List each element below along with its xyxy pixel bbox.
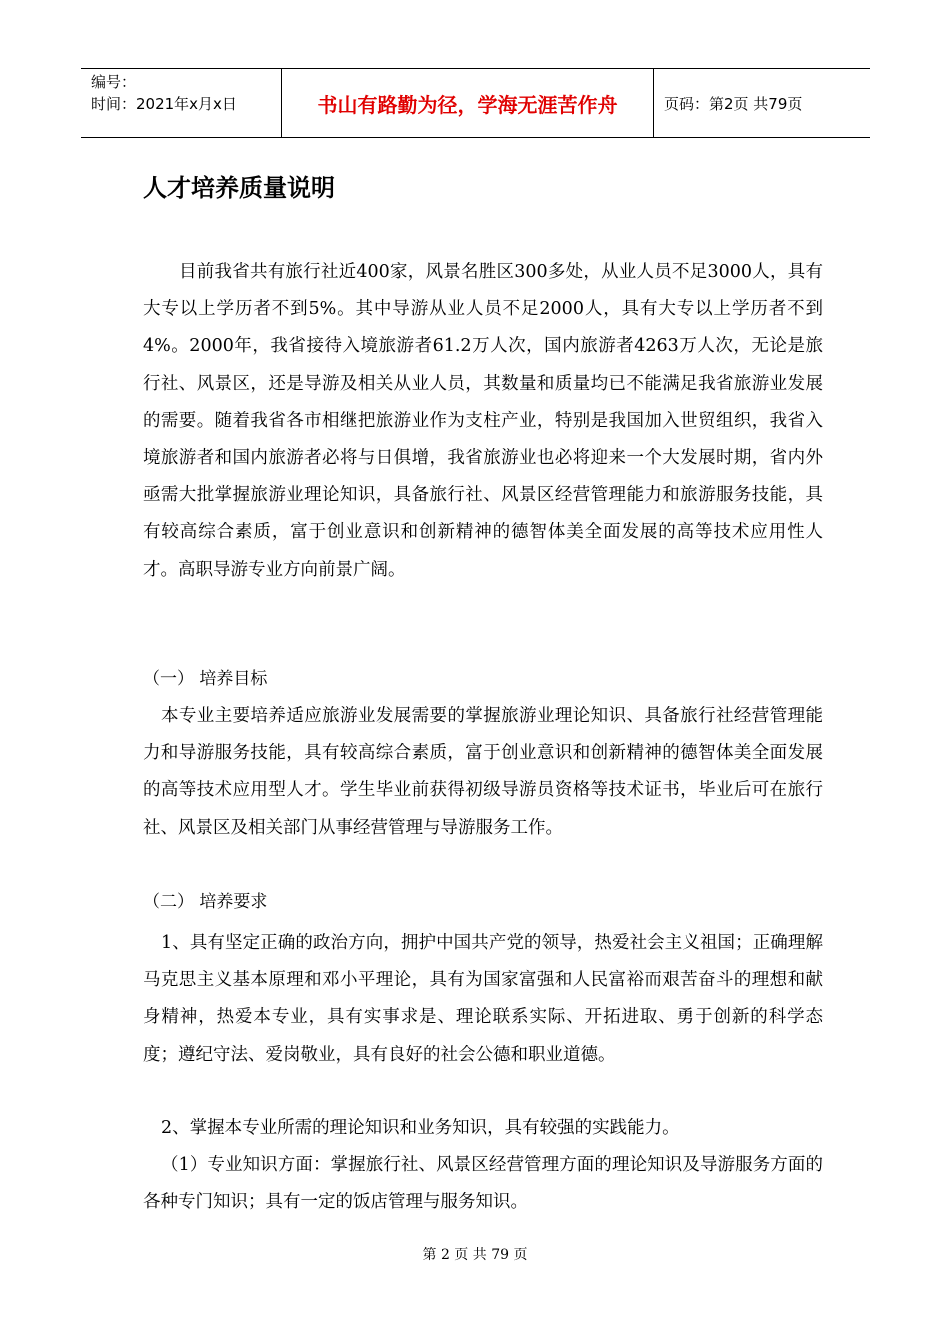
requirement-2: 2、掌握本专业所需的理论知识和业务知识，具有较强的实践能力。 [161,1118,680,1138]
section1-heading: （一） 培养目标 [143,669,268,689]
header-motto: 书山有路勤为径，学海无涯苦作舟 [282,69,654,137]
doc-number-label: 编号： [91,73,137,91]
page-footer: 第 2 页 共 79 页 [422,1247,528,1263]
intro-paragraph: 目前我省共有旅行社近400家，风景名胜区300多处，从业人员不足3000人，具有大专以上学历者不到5%。其中导游从业人员不足2000人，具有大专以上学历者不到4%。2000年，我省接待入境旅游者61.2万人次，国内旅游者4263万人次，无论是旅行社、风景区，还是导游及相关从业人员，其数量和质量均已不能满足我省旅游业发展的需要。随着我省各市相继把旅游业作为支柱产业，特别是我国加入世贸组织，我省入境旅游者和国内旅游者必将与日俱增，我省旅游业也必将迎来一个大发展时期，省内外亟需大批掌握旅游业理论知识，具备旅行社、风景区经营管理能力和旅游服务技能，具有较高综合素质，富于创业意识和创新精神的德智体美全面发展的高等技术应用性人才。高职导游专业方向前景广阔。 [143,262,823,580]
requirement-1: 1、具有坚定正确的政治方向，拥护中国共产党的领导，热爱社会主义祖国；正确理解马克思主义基本原理和邓小平理论，具有为国家富强和人民富裕而艰苦奋斗的理想和献身精神，热爱本专业，具有实事求是、理论联系实际、开拓进取、勇于创新的科学态度；遵纪守法、爱岗敬业，具有良好的社会公德和职业道德。 [143,933,823,1065]
requirement-2-1: （1）专业知识方面：掌握旅行社、风景区经营管理方面的理论知识及导游服务方面的各种专门知识；具有一定的饭店管理与服务知识。 [143,1155,823,1213]
section1-body: 本专业主要培养适应旅游业发展需要的掌握旅游业理论知识、具备旅行社经营管理能力和导游服务技能，具有较高综合素质，富于创业意识和创新精神的德智体美全面发展的高等技术应用型人才。学生毕业前获得初级导游员资格等技术证书，毕业后可在旅行社、风景区及相关部门从事经营管理与导游服务工作。 [143,706,823,838]
header-info-cell [81,69,282,137]
section2-heading: （二） 培养要求 [143,892,268,912]
doc-time-label: 时间：2021年x月x日 [91,95,237,113]
header-page-label: 页码：第2页 共79页 [664,94,803,113]
page-header [81,68,870,138]
document-title: 人才培养质量说明 [143,174,335,202]
